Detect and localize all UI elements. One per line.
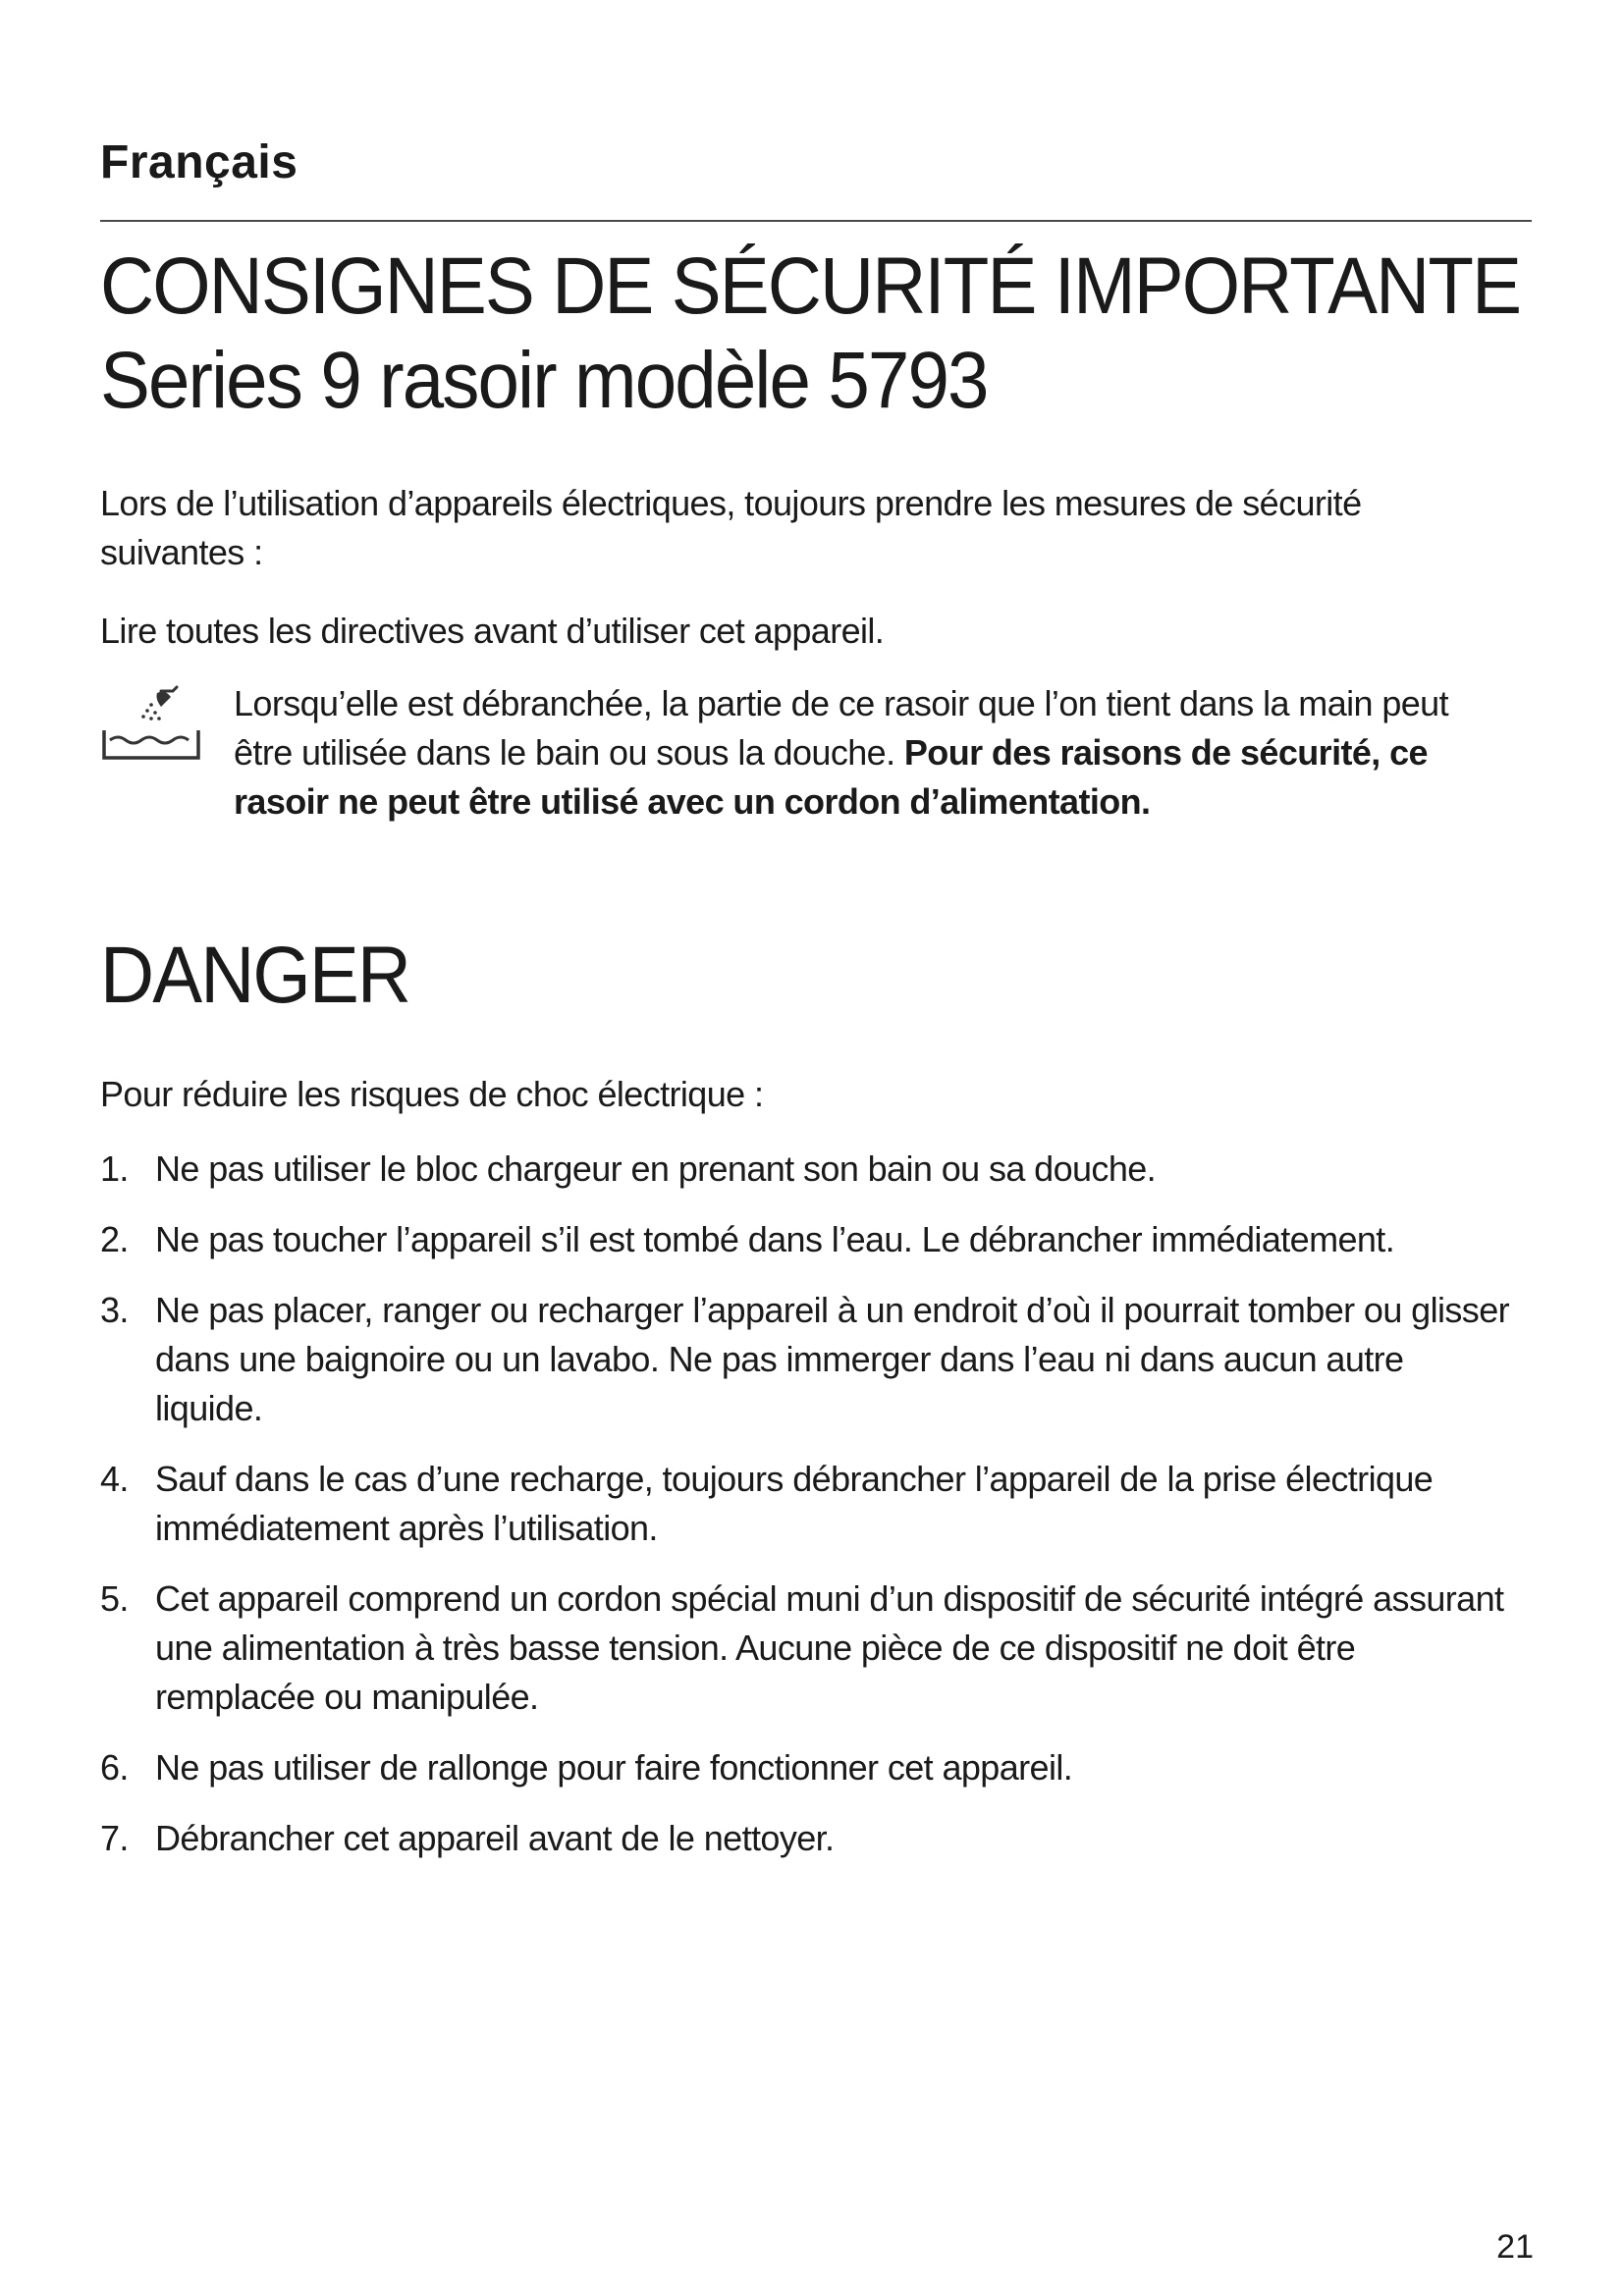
- list-item-number: 5.: [100, 1578, 129, 1619]
- list-item: [100, 1215, 1514, 1264]
- list-item: [100, 1814, 1514, 1863]
- document-page: [100, 0, 1534, 2296]
- page-number: 21: [1496, 2228, 1534, 2266]
- list-item-text: Sauf dans le cas d’une recharge, toujours débrancher l’appareil de la prise électrique immédiatement après l’utilisation.: [155, 1459, 1434, 1548]
- list-item-text: Débrancher cet appareil avant de le nettoyer.: [155, 1818, 835, 1858]
- page-subtitle: Series 9 rasoir modèle 5793: [100, 336, 988, 425]
- list-item-number: 4.: [100, 1459, 129, 1499]
- list-item: [100, 1286, 1514, 1433]
- list-item-number: 7.: [100, 1818, 129, 1858]
- page-title: CONSIGNES DE SÉCURITÉ IMPORTANTE: [100, 241, 1521, 331]
- list-item-text: Ne pas toucher l’appareil s’il est tombé dans l’eau. Le débrancher immédiatement.: [155, 1219, 1395, 1259]
- bath-notice-warning: Pour des raisons de sécurité, ce rasoir ne peut être utilisé avec un cordon d’alimentation.: [234, 732, 1428, 822]
- list-item: [100, 1575, 1514, 1722]
- intro-paragraph: Lors de l’utilisation d’appareils électriques, toujours prendre les mesures de sécurité suivantes :: [100, 483, 1362, 572]
- danger-heading: DANGER: [100, 931, 410, 1020]
- list-item: [100, 1455, 1514, 1553]
- list-item-text: Cet appareil comprend un cordon spécial muni d’un dispositif de sécurité intégré assurant une alimentation à très basse tension. Aucune pièce de ce dispositif ne doit être remplacée ou manipulée.: [155, 1578, 1504, 1717]
- header-divider: [100, 220, 1532, 222]
- list-item: [100, 1743, 1514, 1792]
- bath-notice-text: Lorsqu’elle est débranchée, la partie de ce rasoir que l’on tient dans la main peut être utilisée dans le bain ou sous la douche.: [234, 683, 1449, 773]
- list-item-number: 6.: [100, 1747, 129, 1788]
- list-item-number: 3.: [100, 1290, 129, 1330]
- bath-shower-icon: [100, 685, 202, 764]
- read-instructions-paragraph: Lire toutes les directives avant d’utiliser cet appareil.: [100, 611, 885, 651]
- list-item-text: Ne pas utiliser le bloc chargeur en prenant son bain ou sa douche.: [155, 1148, 1157, 1189]
- list-item-text: Ne pas utiliser de rallonge pour faire fonctionner cet appareil.: [155, 1747, 1073, 1788]
- list-item-number: 1.: [100, 1148, 129, 1189]
- danger-intro: Pour réduire les risques de choc électrique :: [100, 1074, 764, 1114]
- list-item-text: Ne pas placer, ranger ou recharger l’appareil à un endroit d’où il pourrait tomber ou glisser dans une baignoire ou un lavabo. Ne pas immerger dans l’eau ni dans aucun autre liquide.: [155, 1290, 1509, 1428]
- list-item: [100, 1145, 1514, 1194]
- danger-list: [100, 1145, 1514, 1885]
- bath-notice: [234, 679, 1510, 827]
- list-item-number: 2.: [100, 1219, 129, 1259]
- language-heading: Français: [100, 136, 298, 188]
